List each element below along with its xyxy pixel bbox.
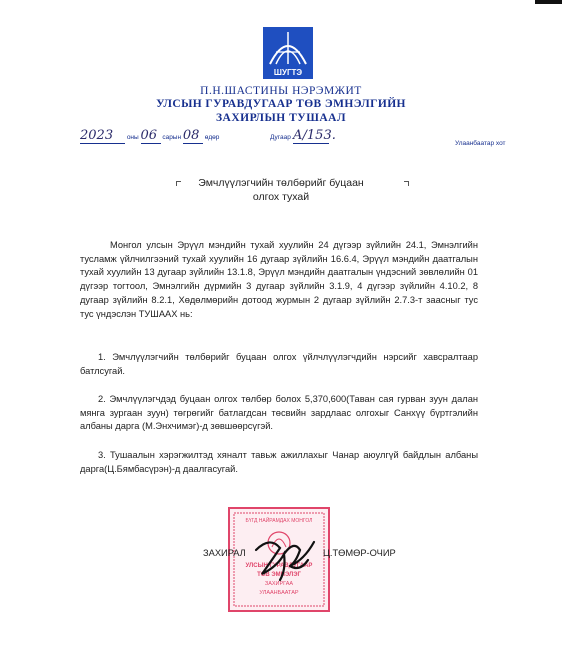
date-month-suffix: сарын	[162, 134, 182, 141]
subject-line-2: олгох тухай	[252, 191, 310, 203]
logo-text: ШУГТЭ	[273, 68, 303, 77]
date-month: 06	[141, 128, 161, 144]
date-year-suffix: оны	[126, 134, 139, 141]
handwritten-signature	[250, 530, 320, 584]
stamp-line-3: ЗАХИРГАА	[264, 581, 294, 587]
order-item-1: 1. Эмчлүүлэгчийн төлбөрийг буцаан олгох үйлчлүүлэгчдийн нэрсийг хавсралтаар батлсугай.	[80, 352, 478, 376]
number-value: А/153.	[292, 128, 336, 143]
signatory-name: Ц.ТӨМӨР-ОЧИР	[323, 548, 396, 558]
signatory-title: ЗАХИРАЛ	[203, 548, 246, 558]
header-line-2: УЛСЫН ГУРАВДУГААР ТӨВ ЭМНЭЛГИЙН	[156, 98, 406, 110]
date-day: 08	[183, 128, 203, 144]
city-label: Улаанбаатар хот	[455, 140, 506, 147]
header-line-1: П.Н.ШАСТИНЫ НЭРЭМЖИТ	[200, 85, 362, 97]
stamp-line-2: ТӨВ ЭМНЭЛЭГ	[257, 572, 301, 578]
order-item-2: 2. Эмчлүүлэгчдэд буцаан олгох төлбөр болох 5,370,600(Таван сая гурван зуун далан мянга зургаан зуун) төгрөгийг батлагдсан төсвийн зардлаас олгохыг Санхүү бүртгэлийн албаны дарга (М.Энхчимэг)-д зөвшөөрсүгэй.	[80, 394, 478, 432]
subject-line-1: Эмчлүүлэгчийн төлбөрийг буцаан	[198, 177, 364, 189]
preamble-paragraph: Монгол улсын Эрүүл мэндийн тухай хуулийн 24 дүгээр зүйлийн 24.1, Эмнэлгийн тусламж үйлчилгээний тухай хуулийн 16 дугаар зүйлийн 16.6.4, Эрүүл мэндийн даатгалын тухай хуулийн 13 дугаар зүйлийн 13.1.8, Эрүүл мэндийн даатгалын үндэсний зөвлөлийн 01 дүгээр тогтоол, Эмнэлгийн дүрмийн 3 дугаар зүйлийн 3.1.9, 4 дүгээр зүйлийн 4.10.2, 8 дугаар зүйлийн 8.2.1, Хөдөлмөрийн дотоод журмын 2 дугаар зүйлийн 2.7.3-т заасныг тус тус үндэслэн ТУШААХ нь:	[80, 240, 478, 319]
stamp-line-1: УЛСЫН ГУРАВДУГААР	[245, 563, 313, 569]
hospital-logo-icon	[262, 26, 314, 80]
scan-edge-mark	[535, 0, 562, 4]
number-label: Дугаар	[270, 134, 291, 141]
order-number	[270, 128, 336, 148]
order-item-3: 3. Тушаалын хэрэгжилтэд хяналт тавьж ажиллахыг Чанар аюулгүй байдлын албаны дарга(Ц.Бямбасүрэн)-д даалгасугай.	[80, 450, 478, 474]
order-date	[80, 128, 219, 148]
stamp-top-text: БҮГД НАЙРАМДАХ МОНГОЛ	[245, 518, 313, 524]
header-line-3: ЗАХИРЛЫН ТУШААЛ	[215, 112, 347, 124]
date-day-suffix: өдөр	[204, 134, 220, 141]
date-year: 2023	[80, 128, 125, 144]
stamp-line-4: УЛААНБААТАР	[259, 590, 299, 596]
